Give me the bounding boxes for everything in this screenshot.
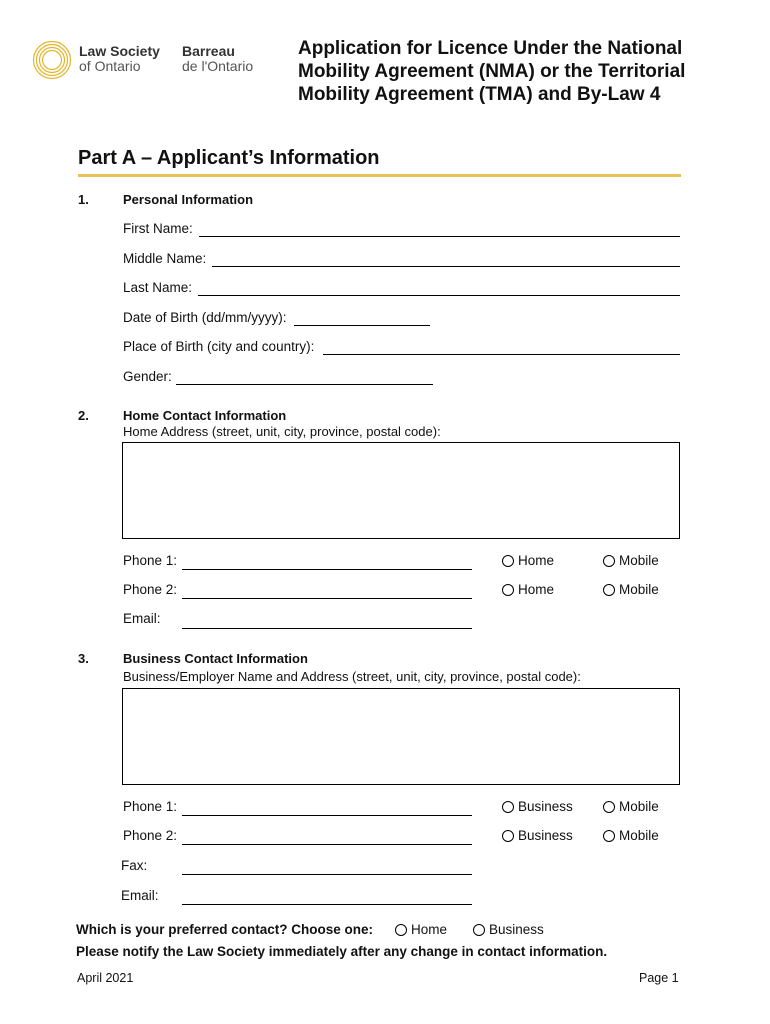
gold-divider <box>78 174 681 177</box>
business-fax-label: Fax: <box>121 858 148 873</box>
home-address-label: Home Address (street, unit, city, province, postal code): <box>123 424 441 439</box>
business-phone1-field[interactable] <box>182 815 472 816</box>
middle-name-label: Middle Name: <box>123 251 207 266</box>
business-phone1-mobile-option[interactable] <box>603 799 659 814</box>
radio-circle-icon <box>603 584 615 596</box>
home-phone1-field[interactable] <box>182 569 472 570</box>
home-phone1-label: Phone 1: <box>123 553 178 568</box>
logo-en-line2: of Ontario <box>79 58 141 74</box>
pob-label: Place of Birth (city and country): <box>123 339 315 354</box>
preferred-home-option[interactable] <box>395 922 447 937</box>
preferred-contact-question: Which is your preferred contact? Choose one: <box>76 922 374 937</box>
radio-circle-icon <box>603 830 615 842</box>
home-phone2-home-option[interactable] <box>502 582 554 597</box>
business-phone2-label: Phone 2: <box>123 828 178 843</box>
home-phone2-mobile-label: Mobile <box>619 582 659 597</box>
business-phone2-mobile-option[interactable] <box>603 828 659 843</box>
first-name-label: First Name: <box>123 221 193 236</box>
home-phone1-home-option[interactable] <box>502 553 554 568</box>
home-email-field[interactable] <box>182 628 472 629</box>
logo-french <box>182 44 253 74</box>
business-phone1-mobile-label: Mobile <box>619 799 659 814</box>
preferred-business-option[interactable] <box>473 922 544 937</box>
home-phone1-mobile-option[interactable] <box>603 553 659 568</box>
last-name-label: Last Name: <box>123 280 193 295</box>
business-address-label: Business/Employer Name and Address (street, unit, city, province, postal code): <box>123 669 581 684</box>
home-phone2-home-label: Home <box>518 582 555 597</box>
preferred-business-label: Business <box>489 922 544 937</box>
section3-number: 3. <box>78 651 89 666</box>
notice-text: Please notify the Law Society immediately after any change in contact information. <box>76 944 608 959</box>
section3-heading: Business Contact Information <box>123 651 308 666</box>
home-address-box[interactable] <box>122 442 680 539</box>
first-name-field[interactable] <box>199 236 680 237</box>
home-phone1-home-label: Home <box>518 553 555 568</box>
preferred-home-label: Home <box>411 922 448 937</box>
business-phone2-mobile-label: Mobile <box>619 828 659 843</box>
last-name-field[interactable] <box>198 295 680 296</box>
section1-heading: Personal Information <box>123 192 254 207</box>
document-title: Application for Licence Under the National Mobility Agreement (NMA) or the Territorial Mobility Agreement (TMA) and By-Law 4 <box>298 38 686 105</box>
business-phone1-business-option[interactable] <box>502 799 573 814</box>
dob-label: Date of Birth (dd/mm/yyyy): <box>123 310 287 325</box>
logo-english <box>79 44 160 74</box>
logo-fr-line1: Barreau <box>182 43 235 59</box>
radio-circle-icon <box>395 924 407 936</box>
pob-field[interactable] <box>323 354 680 355</box>
footer-date: April 2021 <box>77 971 134 985</box>
law-society-logo-icon <box>32 40 72 80</box>
dob-field[interactable] <box>294 325 430 326</box>
business-email-label: Email: <box>121 888 159 903</box>
gender-label: Gender: <box>123 369 172 384</box>
radio-circle-icon <box>502 584 514 596</box>
logo-en-line1: Law Society <box>79 43 160 59</box>
section2-number: 2. <box>78 408 89 423</box>
logo-fr-line2: de l'Ontario <box>182 58 254 74</box>
section1-number: 1. <box>78 192 89 207</box>
radio-circle-icon <box>603 801 615 813</box>
radio-circle-icon <box>603 555 615 567</box>
business-fax-field[interactable] <box>182 874 472 875</box>
section2-heading: Home Contact Information <box>123 408 287 423</box>
radio-circle-icon <box>502 555 514 567</box>
home-phone1-mobile-label: Mobile <box>619 553 659 568</box>
business-address-box[interactable] <box>122 688 680 785</box>
part-title: Part A – Applicant’s Information <box>78 147 380 169</box>
business-phone2-business-option[interactable] <box>502 828 573 843</box>
radio-circle-icon <box>473 924 485 936</box>
home-email-label: Email: <box>123 611 161 626</box>
business-phone2-field[interactable] <box>182 844 472 845</box>
radio-circle-icon <box>502 801 514 813</box>
business-phone1-business-label: Business <box>518 799 573 814</box>
radio-circle-icon <box>502 830 514 842</box>
home-phone2-mobile-option[interactable] <box>603 582 659 597</box>
business-phone2-business-label: Business <box>518 828 573 843</box>
footer-page-number: Page 1 <box>639 971 679 985</box>
business-phone1-label: Phone 1: <box>123 799 178 814</box>
middle-name-field[interactable] <box>212 266 680 267</box>
home-phone2-label: Phone 2: <box>123 582 178 597</box>
home-phone2-field[interactable] <box>182 598 472 599</box>
business-email-field[interactable] <box>182 904 472 905</box>
gender-field[interactable] <box>176 384 433 385</box>
